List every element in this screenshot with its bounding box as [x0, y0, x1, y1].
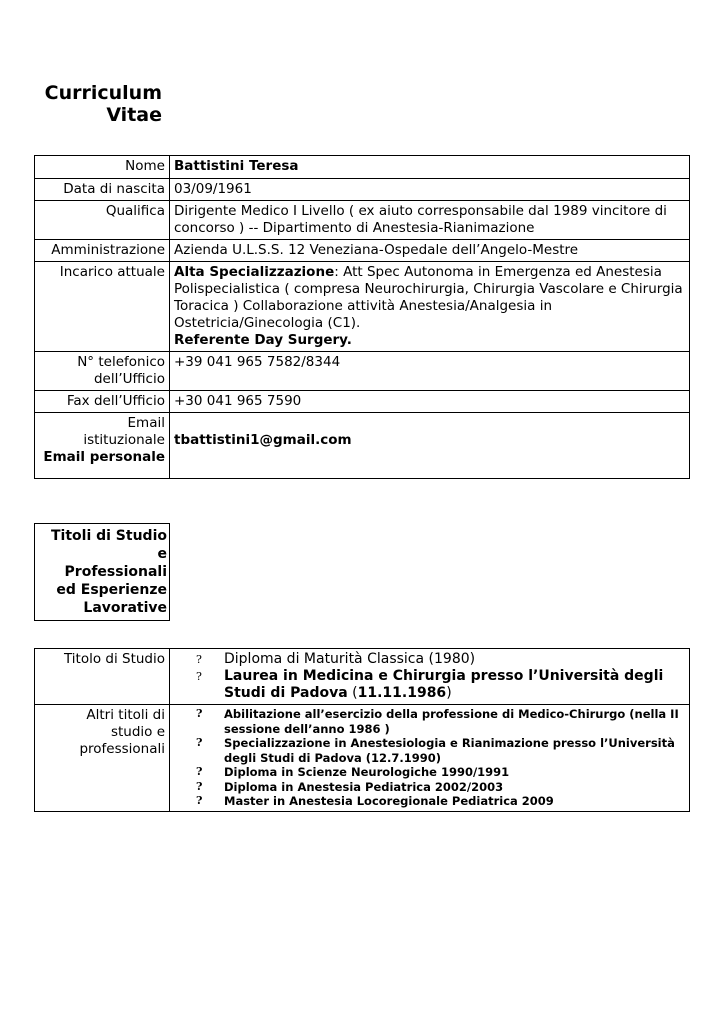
- dob-label: Data di nascita: [35, 179, 170, 201]
- personal-info-table: [34, 155, 690, 479]
- table-row: [35, 391, 690, 413]
- amministrazione-label: Amministrazione: [35, 240, 170, 262]
- email-value: tbattistini1@gmail.com: [170, 413, 690, 479]
- fax-value: +30 041 965 7590: [170, 391, 690, 413]
- bullet-icon: ?: [196, 670, 202, 683]
- studies-table: [34, 648, 690, 812]
- incarico-referente: Referente Day Surgery.: [174, 332, 352, 348]
- list-item: [196, 707, 685, 736]
- amministrazione-value: Azienda U.L.S.S. 12 Veneziana-Ospedale dell’Angelo-Mestre: [170, 240, 690, 262]
- name-value: Battistini Teresa: [170, 156, 690, 179]
- qualifica-label: Qualifica: [35, 201, 170, 240]
- list-item: [196, 780, 685, 795]
- section-title-box: [34, 523, 170, 621]
- incarico-value: [170, 262, 690, 352]
- list-item-text: ): [446, 685, 452, 701]
- list-item-text: Specializzazione in Anestesiologia e Rianimazione presso l’Università degli Studi di Padova (12.7.1990): [224, 736, 675, 765]
- table-row: [35, 649, 690, 705]
- titolo-label: Titolo di Studio: [35, 649, 170, 705]
- table-row: [35, 156, 690, 179]
- email-label-line-1: Email: [127, 415, 165, 431]
- tel-label: [35, 352, 170, 391]
- name-label: Nome: [35, 156, 170, 179]
- altri-label: [35, 705, 170, 812]
- title-line-2: Vitae: [106, 104, 162, 126]
- fax-label: Fax dell’Ufficio: [35, 391, 170, 413]
- list-item-text: Abilitazione all’esercizio della professione di Medico-Chirurgo (nella II sessione dell’anno 1986 ): [224, 707, 679, 736]
- list-item: [196, 794, 685, 809]
- incarico-label: Incarico attuale: [35, 262, 170, 352]
- table-row: [35, 352, 690, 391]
- email-label-line-2: istituzionale: [83, 432, 165, 448]
- list-item: [196, 668, 685, 702]
- section-title-line: Titoli di Studio: [50, 528, 167, 544]
- qualifica-value: Dirigente Medico I Livello ( ex aiuto corresponsabile dal 1989 vincitore di concorso ) -- Dipartimento di Anestesia-Rianimazione: [170, 201, 690, 240]
- list-item-text: Master in Anestesia Locoregionale Pediatrica 2009: [224, 794, 554, 808]
- table-row: [35, 262, 690, 352]
- email-label-line-3: Email personale: [43, 449, 165, 465]
- altri-list: [174, 707, 685, 809]
- altri-value: [170, 705, 690, 812]
- list-item: [196, 651, 685, 668]
- titolo-value: [170, 649, 690, 705]
- bullet-icon: ?: [196, 707, 203, 720]
- table-row: [35, 201, 690, 240]
- section-title-line: Professionali: [64, 564, 167, 580]
- titolo-list: [174, 651, 685, 702]
- section-title-line: ed Esperienze: [56, 582, 167, 598]
- incarico-bold: Alta Specializzazione: [174, 264, 335, 280]
- list-item: [196, 736, 685, 765]
- list-item-bold: Laurea in Medicina e Chirurgia presso l’Università degli Studi di Padova: [224, 668, 664, 701]
- tel-label-line-1: N° telefonico: [77, 354, 165, 370]
- altri-label-line: professionali: [79, 741, 165, 757]
- table-row: [35, 240, 690, 262]
- altri-label-line: studio e: [110, 724, 165, 740]
- table-row: [35, 179, 690, 201]
- section-title-line: e: [157, 546, 167, 562]
- list-item-text: Diploma in Anestesia Pediatrica 2002/2003: [224, 779, 504, 794]
- document-title: [20, 82, 162, 126]
- list-item-text: Diploma di Maturità Classica (1980): [224, 651, 476, 667]
- dob-value: 03/09/1961: [170, 179, 690, 201]
- bullet-icon: ?: [196, 736, 203, 749]
- incarico-text: : Att Spec Autonoma in Emergenza ed Anestesia Polispecialistica ( compresa Neurochirurgia, Chirurgia Vascolare e Chirurgia Toracica ) Collaborazione attività Anestesia/Analgesia in Ostetricia/Ginecologia (C1).: [174, 264, 683, 331]
- tel-value: +39 041 965 7582/8344: [170, 352, 690, 391]
- section-title-line: Lavorative: [83, 600, 167, 616]
- bullet-icon: ?: [196, 765, 203, 778]
- list-item-text: (: [347, 685, 358, 701]
- list-item-text: Diploma in Scienze Neurologiche 1990/1991: [224, 765, 510, 779]
- bullet-icon: ?: [196, 779, 203, 793]
- bullet-icon: ?: [196, 794, 203, 807]
- email-label: [35, 413, 170, 479]
- table-row: [35, 705, 690, 812]
- list-item: [196, 765, 685, 780]
- table-row: [35, 413, 690, 479]
- title-line-1: Curriculum: [44, 82, 162, 104]
- altri-label-line: Altri titoli di: [86, 707, 165, 723]
- tel-label-line-2: dell’Ufficio: [93, 371, 165, 387]
- bullet-icon: ?: [196, 653, 202, 666]
- list-item-date: 11.11.1986: [357, 685, 447, 701]
